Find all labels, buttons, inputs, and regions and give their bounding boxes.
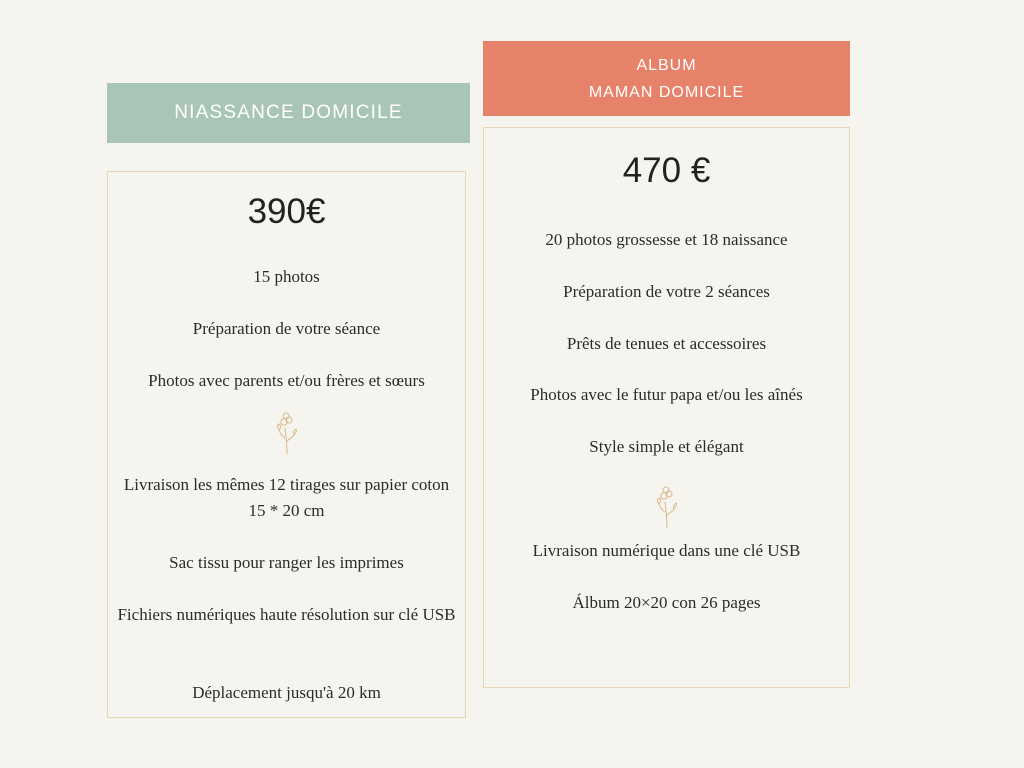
offer-card-naissance [107,171,466,718]
feature-item: Livraison les mêmes 12 tirages sur papier coton 15 * 20 cm [123,475,450,520]
feature-item: Photos avec parents et/ou frères et sœurs [148,371,425,390]
offer-header-naissance [107,83,470,143]
feature-item: Livraison numérique dans une clé USB [532,541,801,560]
feature-item: Préparation de votre séance [192,319,381,338]
feature-item: Álbum 20×20 con 26 pages [572,593,761,612]
offer-title: NIASSANCE DOMICILE [174,102,403,123]
feature-item: 20 photos grossesse et 18 naissance [545,230,788,249]
feature-item: Photos avec le futur papa et/ou les aînés [530,385,803,404]
feature-item: Préparation de votre 2 séances [563,282,770,301]
price-label: 390€ [247,192,326,231]
offer-title-line2: MAMAN DOMICILE [588,83,745,101]
feature-item: Sac tissu pour ranger les imprimes [169,553,404,572]
feature-item: 15 photos [253,267,320,286]
feature-item: Prêts de tenues et accessoires [566,334,767,353]
offer-header-album [483,41,850,116]
price-label: 470 € [622,151,711,190]
offer-title-line1: ALBUM [636,56,697,74]
feature-item: Déplacement jusqu'à 20 km [192,683,381,702]
feature-item: Fichiers numériques haute résolution sur clé USB [117,605,456,624]
flower-icon [653,482,681,530]
feature-item: Style simple et élégant [589,437,744,456]
flower-icon [273,408,301,456]
offer-card-album [483,127,850,688]
